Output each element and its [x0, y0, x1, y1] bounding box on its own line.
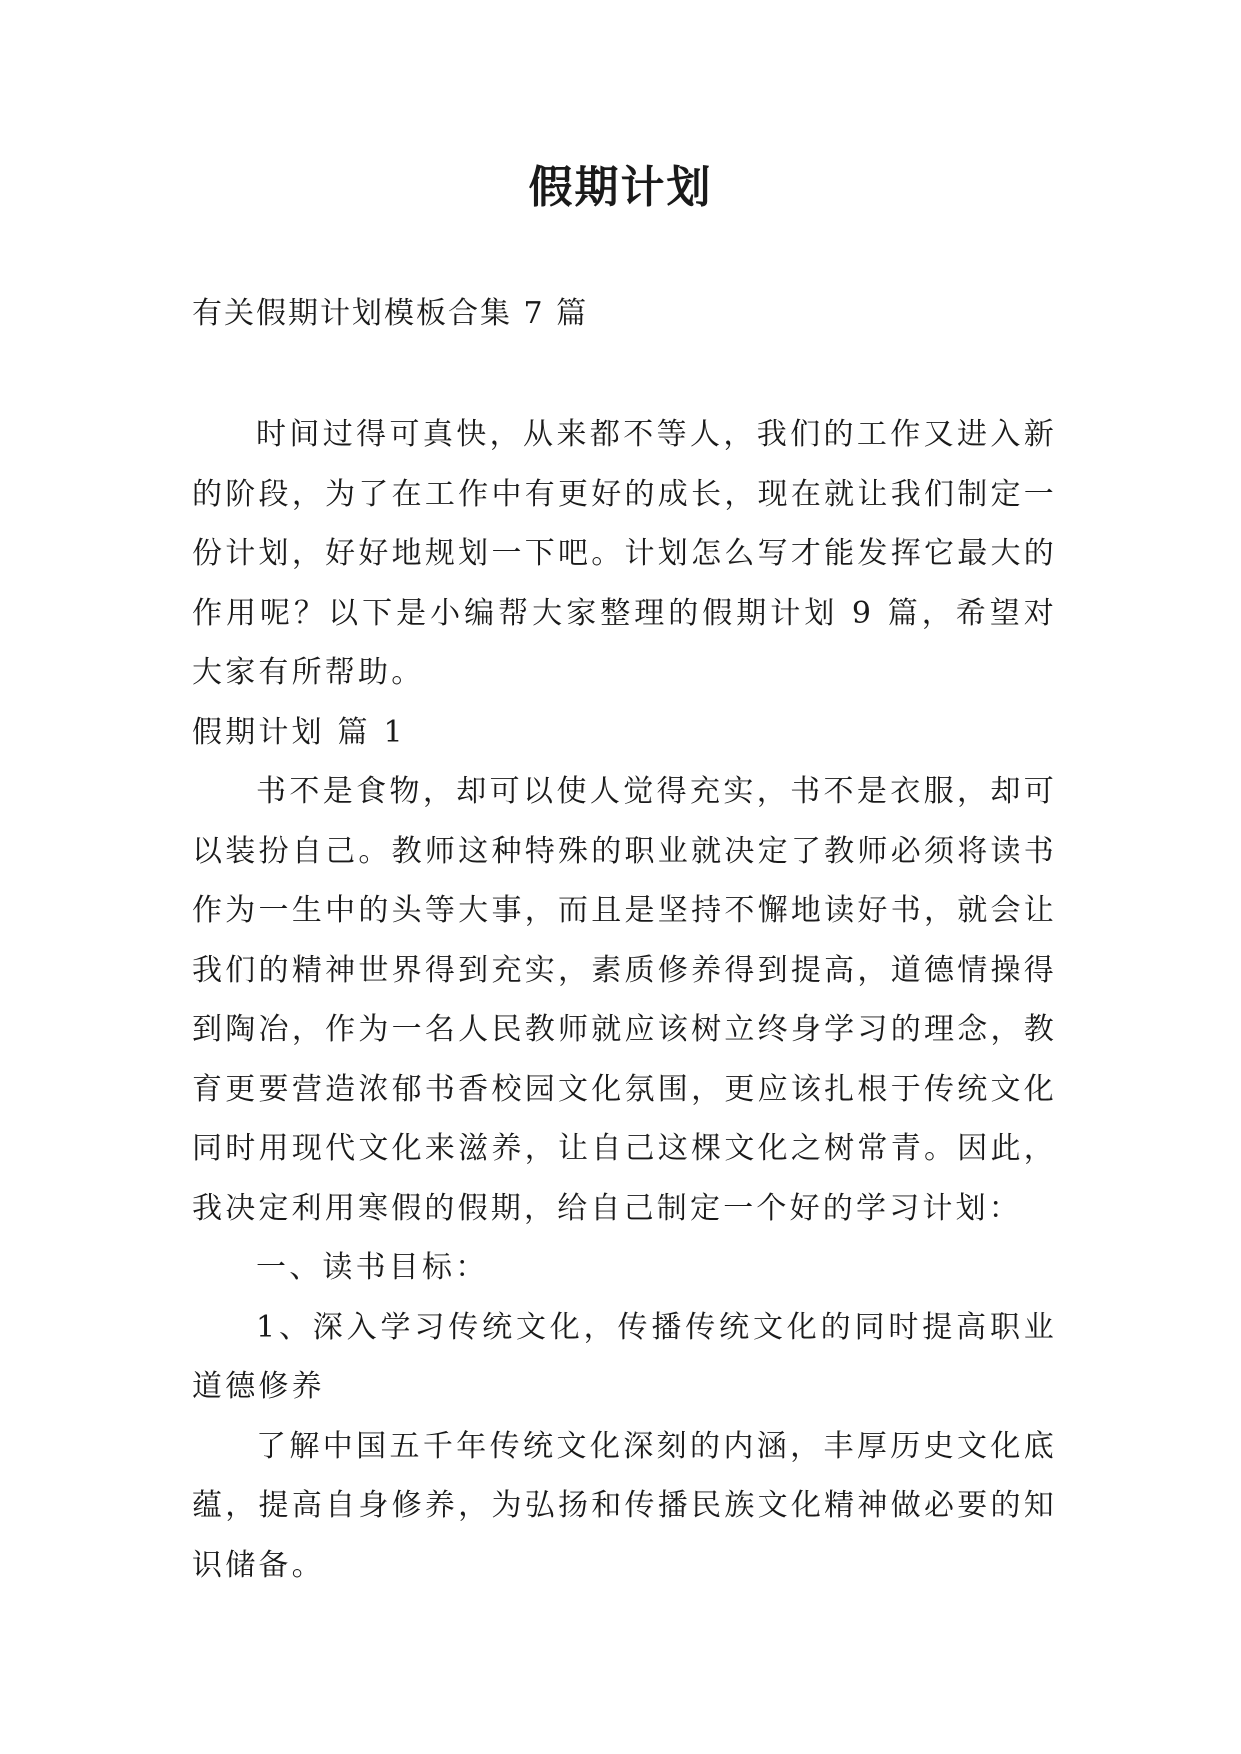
goal-item: 1、深入学习传统文化，传播传统文化的同时提高职业道德修养 [192, 1309, 1057, 1404]
goal-heading: 一、读书目标： [256, 1250, 489, 1285]
section-heading: 假期计划 篇 1 [192, 714, 406, 750]
document-subtitle: 有关假期计划模板合集 7 篇 [192, 296, 589, 331]
document-body [192, 405, 1057, 1595]
document-title: 假期计划 [528, 162, 713, 213]
goal-detail-paragraph: 了解中国五千年传统文化深刻的内涵，丰厚历史文化底蕴，提高自身修养，为弘扬和传播民族文化精神做必要的知识储备。 [192, 1428, 1057, 1583]
section-paragraph: 书不是食物，却可以使人觉得充实，书不是衣服，却可以装扮自己。教师这种特殊的职业就决定了教师必须将读书作为一生中的头等大事，而且是坚持不懈地读好书，就会让我们的精神世界得到充实，素质修养得到提高，道德情操得到陶冶，作为一名人民教师就应该树立终身学习的理念，教育更要营造浓郁书香校园文化氛围，更应该扎根于传统文化同时用现代文化来滋养，让自己这棵文化之树常青。因此，我决定利用寒假的假期，给自己制定一个好的学习计划： [192, 774, 1057, 1226]
intro-paragraph: 时间过得可真快，从来都不等人，我们的工作又进入新的阶段，为了在工作中有更好的成长，现在就让我们制定一份计划，好好地规划一下吧。计划怎么写才能发挥它最大的作用呢？以下是小编帮大家整理的假期计划 9 篇，希望对大家有所帮助。 [192, 417, 1057, 690]
